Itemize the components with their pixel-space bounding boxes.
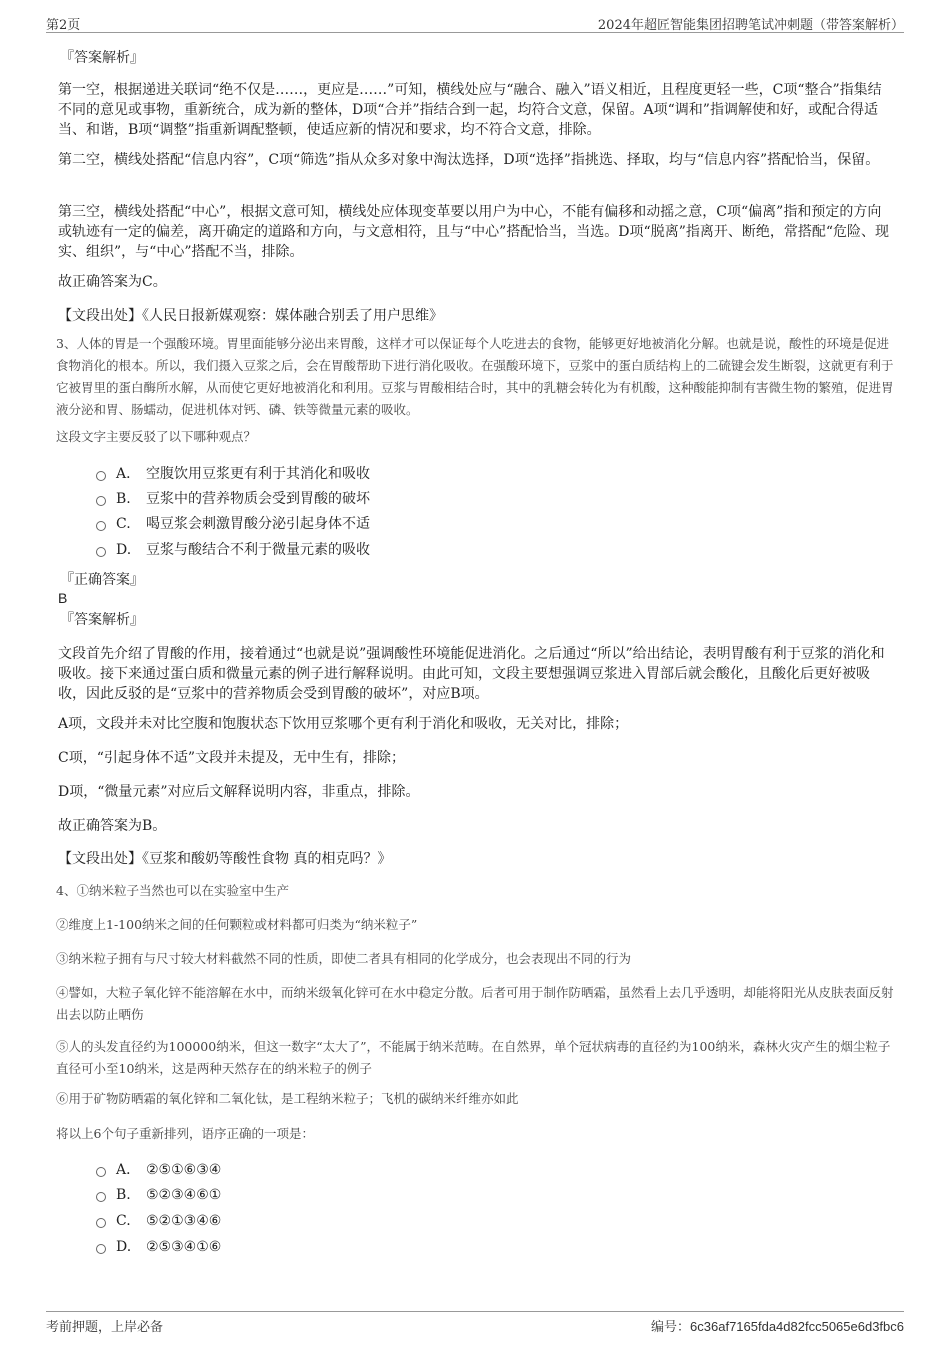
page-number: 第2页 bbox=[46, 18, 81, 33]
document-title: 2024年超匠智能集团招聘笔试冲刺题（带答案解析） bbox=[597, 18, 904, 33]
q3-conclusion: 故正确答案为B。 bbox=[58, 818, 167, 834]
q4-option-c[interactable]: C. ⑤②①③④⑥ bbox=[96, 1211, 221, 1231]
q3-stem: 3、人体的胃是一个强酸环境。胃里面能够分泌出来胃酸，这样才可以保证每个人吃进去的食物，能够更好地被消化分解。也就是说，酸性的环境是促进食物消化的根本。所以，我们摄入豆浆之后，会在胃酸帮助下进行消化吸收。在强酸环境下，豆浆中的蛋白质结构上的二硫键会发生断裂，这就更有利于它被胃里的蛋白酶所水解，从而使它更好地被消化和利用。豆浆与胃酸相结合时，其中的乳糖会转化为有机酸，这种酸能抑制有害微生物的繁殖，促进胃液分泌和胃、肠蠕动，促进机体对钙、磷、铁等微量元素的吸收。 bbox=[56, 336, 894, 417]
q3-analysis-c: C项，“引起身体不适”文段并未提及，无中生有，排除； bbox=[58, 750, 406, 766]
q4-option-a[interactable]: A． ②⑤①⑥③④ bbox=[96, 1160, 221, 1180]
q3-analysis-heading: 『答案解析』 bbox=[60, 612, 144, 628]
q3-answer: B bbox=[58, 590, 68, 606]
q3-analysis-para1: 文段首先介绍了胃酸的作用，接着通过“也就是说”强调酸性环境能促进消化。之后通过“所以”给出结论，表明胃酸有利于豆浆的消化和吸收。接下来通过蛋白质和微量元素的例子进行解释说明。由此可知，文段主要想强调豆浆进入胃部后就会酸化，且酸化后更好被吸收，因此反驳的是“豆浆中的营养物质会受到胃酸的破坏”，对应B项。 bbox=[58, 646, 885, 702]
q4-option-b[interactable]: B. ⑤②③④⑥① bbox=[96, 1185, 221, 1205]
q3-analysis-d: D项，“微量元素”对应后文解释说明内容，非重点，排除。 bbox=[58, 784, 420, 800]
radio-icon[interactable] bbox=[96, 471, 106, 481]
q3-option-a[interactable]: A． 空腹饮用豆浆更有利于其消化和吸收 bbox=[96, 464, 370, 484]
q2-source: 【文段出处】《人民日报新媒观察：媒体融合别丢了用户思维》 bbox=[58, 308, 443, 324]
q4-sentence-3: ③纳米粒子拥有与尺寸较大材料截然不同的性质，即使二者具有相同的化学成分，也会表现出不同的行为 bbox=[56, 951, 632, 966]
q4-sentence-2: ②维度上1-100纳米之间的任何颗粒或材料都可归类为“纳米粒子” bbox=[56, 917, 418, 932]
q4-sentence-5: ⑤人的头发直径约为100000纳米，但这一数字“太大了”，不能属于纳米范畴。在自然界，单个冠状病毒的直径约为100纳米，森林火灾产生的烟尘粒子直径可小至10纳米，这是两种天然存在的纳米粒子的例子 bbox=[56, 1039, 891, 1076]
q2-analysis-heading: 『答案解析』 bbox=[60, 50, 144, 66]
q4-option-d[interactable]: D. ②⑤③④①⑥ bbox=[96, 1237, 221, 1257]
q3-option-c[interactable]: C. 喝豆浆会刺激胃酸分泌引起身体不适 bbox=[96, 514, 370, 534]
footer-slogan: 考前押题，上岸必备 bbox=[46, 1320, 164, 1335]
q3-analysis-a: A项，文段并未对比空腹和饱腹状态下饮用豆浆哪个更有利于消化和吸收，无关对比，排除； bbox=[58, 716, 629, 732]
radio-icon[interactable] bbox=[96, 1244, 106, 1254]
q2-analysis-para3: 第三空，横线处搭配“中心”，根据文意可知，横线处应体现变革要以用户为中心，不能有偏移和动摇之意，C项“偏离”指和预定的方向或轨迹有一定的偏差，离开确定的道路和方向，与文意相符，且与“中心”搭配恰当，当选。D项“脱离”指离开、断绝，常搭配“危险、现实、组织”，与“中心”搭配不当，排除。 bbox=[58, 204, 890, 260]
footer-code: 编号：6c36af7165fda4d82fcc5065e6d3fbc6 bbox=[651, 1319, 904, 1335]
q3-source: 【文段出处】《豆浆和酸奶等酸性食物 真的相克吗？》 bbox=[58, 851, 392, 867]
radio-icon[interactable] bbox=[96, 1192, 106, 1202]
q4-sentence-6: ⑥用于矿物防晒霜的氧化锌和二氧化钛，是工程纳米粒子；飞机的碳纳米纤维亦如此 bbox=[56, 1091, 519, 1106]
radio-icon[interactable] bbox=[96, 1167, 106, 1177]
q3-option-b[interactable]: B. 豆浆中的营养物质会受到胃酸的破坏 bbox=[96, 489, 370, 509]
radio-icon[interactable] bbox=[96, 547, 106, 557]
q3-answer-heading: 『正确答案』 bbox=[60, 572, 144, 588]
q2-conclusion: 故正确答案为C。 bbox=[58, 274, 167, 290]
q3-question: 这段文字主要反驳了以下哪种观点？ bbox=[56, 429, 257, 444]
q4-sentence-4: ④譬如，大粒子氧化锌不能溶解在水中，而纳米级氧化锌可在水中稳定分散。后者可用于制作防晒霜，虽然看上去几乎透明，却能将阳光从皮肤表面反射出去以防止晒伤 bbox=[56, 985, 894, 1022]
q4-sentence-1: 4、①纳米粒子当然也可以在实验室中生产 bbox=[56, 883, 289, 898]
radio-icon[interactable] bbox=[96, 521, 106, 531]
page-header bbox=[46, 12, 904, 33]
page-footer bbox=[46, 1311, 904, 1334]
q4-question: 将以上6个句子重新排列，语序正确的一项是： bbox=[56, 1126, 314, 1141]
q3-option-d[interactable]: D. 豆浆与酸结合不利于微量元素的吸收 bbox=[96, 540, 370, 560]
q2-analysis-para1: 第一空，根据递进关联词“绝不仅是……，更应是……”可知，横线处应与“融合、融入”语义相近，且程度更轻一些，C项“整合”指集结不同的意见或事物，重新统合，成为新的整体，D项“合并”指结合到一起，均符合文意，保留。A项“调和”指调解使和好，或配合得适当、和谐，B项“调整”指重新调配整顿，使适应新的情况和要求，均不符合文意，排除。 bbox=[58, 82, 882, 138]
radio-icon[interactable] bbox=[96, 496, 106, 506]
radio-icon[interactable] bbox=[96, 1218, 106, 1228]
q2-analysis-para2: 第二空，横线处搭配“信息内容”，C项“筛选”指从众多对象中淘汰选择，D项“选择”指挑选、择取，均与“信息内容”搭配恰当，保留。 bbox=[58, 152, 880, 168]
